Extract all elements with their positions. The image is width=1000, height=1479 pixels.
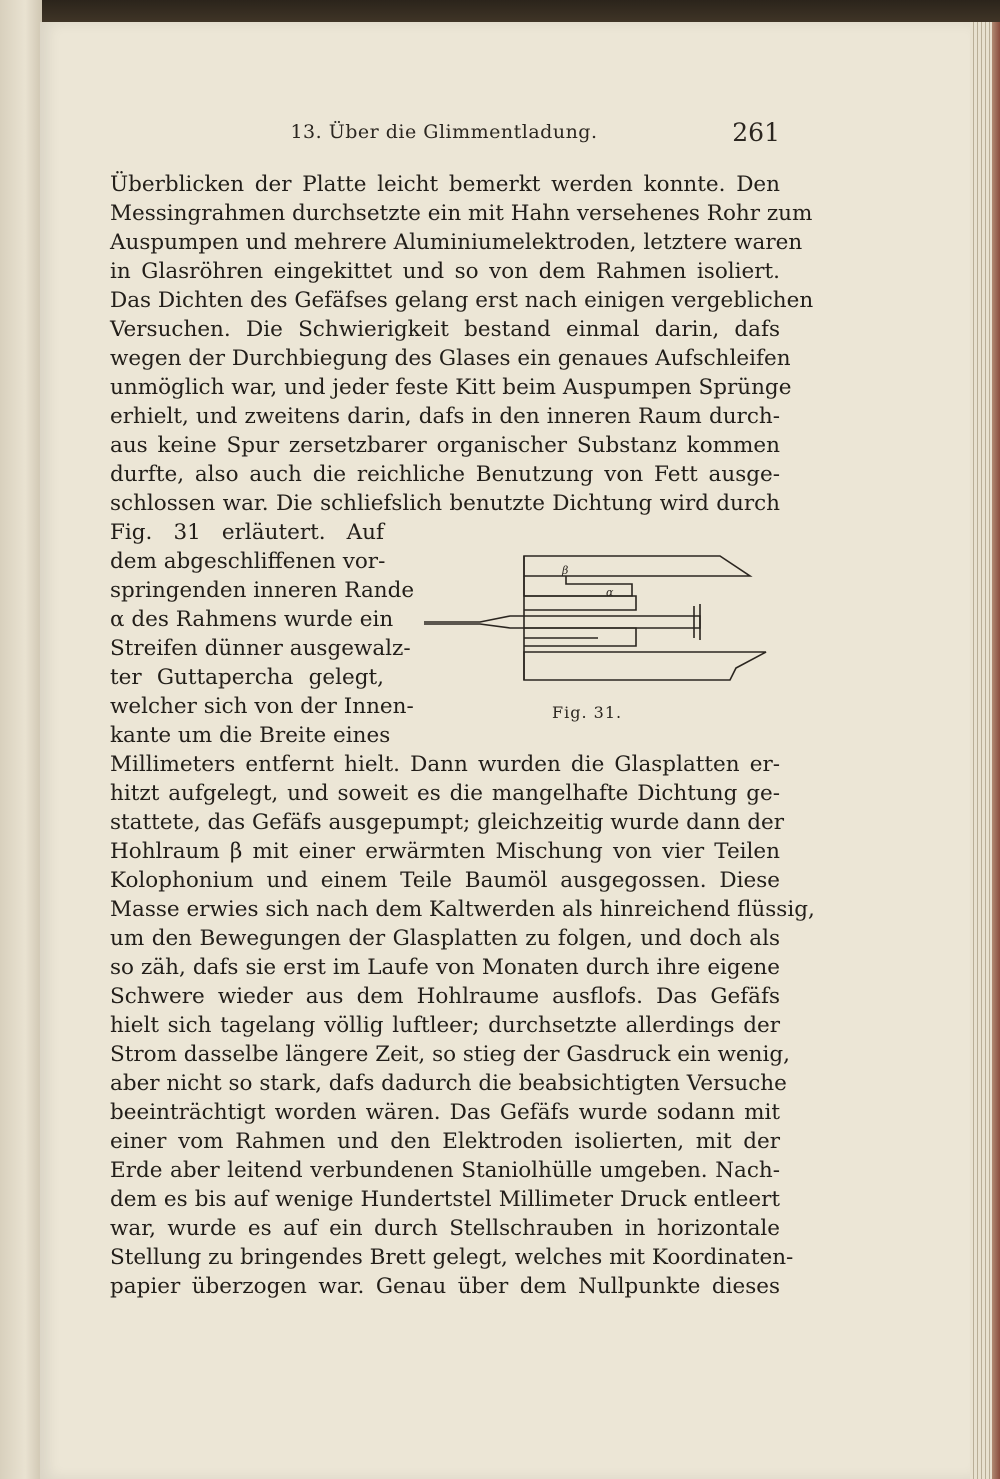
label-beta: β [562,564,569,577]
text-line: Auspumpen und mehrere Aluminiumelektroden, letztere waren [110,230,803,255]
electrode-tube [424,616,700,628]
text-line: erhielt, und zweitens darin, dafs in den inneren Raum durch- [110,404,780,429]
text-line: Versuchen. Die Schwierigkeit bestand einmal darin, dafs [110,317,780,342]
text-line: beeinträchtigt worden wären. Das Gefäfs wurde sodann mit [110,1100,780,1125]
text-line: aber nicht so stark, dafs dadurch die beabsichtigten Versuche [110,1071,787,1096]
red-page-edge [992,22,1000,1479]
text-line: hitzt aufgelegt, und soweit es die mangelhafte Dichtung ge- [110,781,780,806]
text-line: war, wurde es auf ein durch Stellschrauben in horizontale [110,1216,780,1241]
text-line: stattete, das Gefäfs ausgepumpt; gleichzeitig wurde dann der [110,810,785,835]
text-line: durfte, also auch die reichliche Benutzung von Fett ausge- [110,462,780,487]
text-line: Stellung zu bringendes Brett gelegt, welches mit Koordinaten- [110,1245,794,1270]
text-line: Masse erwies sich nach dem Kaltwerden als hinreichend flüssig, [110,897,815,922]
text-line: Strom dasselbe längere Zeit, so stieg der Gasdruck ein wenig, [110,1042,790,1067]
page-number: 261 [732,118,780,147]
text-line: Messingrahmen durchsetzte ein mit Hahn versehenes Rohr zum [110,201,813,226]
facing-page-gutter [0,0,42,1479]
text-line: springenden inneren Rande [110,578,415,603]
text-line: Fig. 31 erläutert. Auf [110,520,384,545]
lower-glass-plate [524,652,766,680]
text-line: Schwere wieder aus dem Hohlraume ausflofs. Das Gefäfs [110,984,780,1009]
text-line: dem abgeschliffenen vor- [110,549,386,574]
upper-frame-block [524,596,636,610]
text-line: aus keine Spur zersetzbarer organischer Substanz kommen [110,433,780,458]
upper-frame-step [524,576,632,596]
figure-31 [420,548,780,728]
label-alpha: α [606,586,614,599]
tube-flange [694,604,700,640]
text-line: so zäh, dafs sie erst im Laufe von Monaten durch ihre eigene [110,955,780,980]
text-line: einer vom Rahmen und den Elektroden isolierten, mit der [110,1129,780,1154]
text-line: ter Guttapercha gelegt, [110,665,384,690]
text-line: kante um die Breite eines [110,723,391,748]
running-title: 13. Über die Glimmentladung. [290,121,598,143]
lower-frame-block [524,628,636,646]
figure-caption: Fig. 31. [552,703,623,722]
text-line: schlossen war. Die schliefslich benutzte Dichtung wird durch [110,491,780,516]
text-line: unmöglich war, und jeder feste Kitt beim Auspumpen Sprünge [110,375,792,400]
text-line: Das Dichten des Gefäfses gelang erst nach einigen vergeblichen [110,288,814,313]
text-line: α des Rahmens wurde ein [110,607,394,632]
text-line: hielt sich tagelang völlig luftleer; durchsetzte allerdings der [110,1013,780,1038]
text-line: um den Bewegungen der Glasplatten zu folgen, und doch als [110,926,780,951]
text-line: Hohlraum β mit einer erwärmten Mischung von vier Teilen [110,839,780,864]
text-line: dem es bis auf wenige Hundertstel Millimeter Druck entleert [110,1187,780,1212]
running-header [108,118,780,154]
upper-glass-plate [524,556,750,576]
text-line: Erde aber leitend verbundenen Staniolhülle umgeben. Nach- [110,1158,780,1183]
text-line: Kolophonium und einem Teile Baumöl ausgegossen. Diese [110,868,780,893]
text-line: wegen der Durchbiegung des Glases ein genaues Aufschleifen [110,346,791,371]
text-line: Überblicken der Platte leicht bemerkt werden konnte. Den [110,172,780,197]
text-line: Streifen dünner ausgewalz- [110,636,411,661]
text-line: papier überzogen war. Genau über dem Nullpunkte dieses [110,1274,780,1299]
text-line: in Glasröhren eingekittet und so von dem Rahmen isoliert. [110,259,780,284]
frame-cross-section-diagram [420,548,780,728]
text-line: Millimeters entfernt hielt. Dann wurden die Glasplatten er- [110,752,780,777]
text-line: welcher sich von der Innen- [110,694,414,719]
